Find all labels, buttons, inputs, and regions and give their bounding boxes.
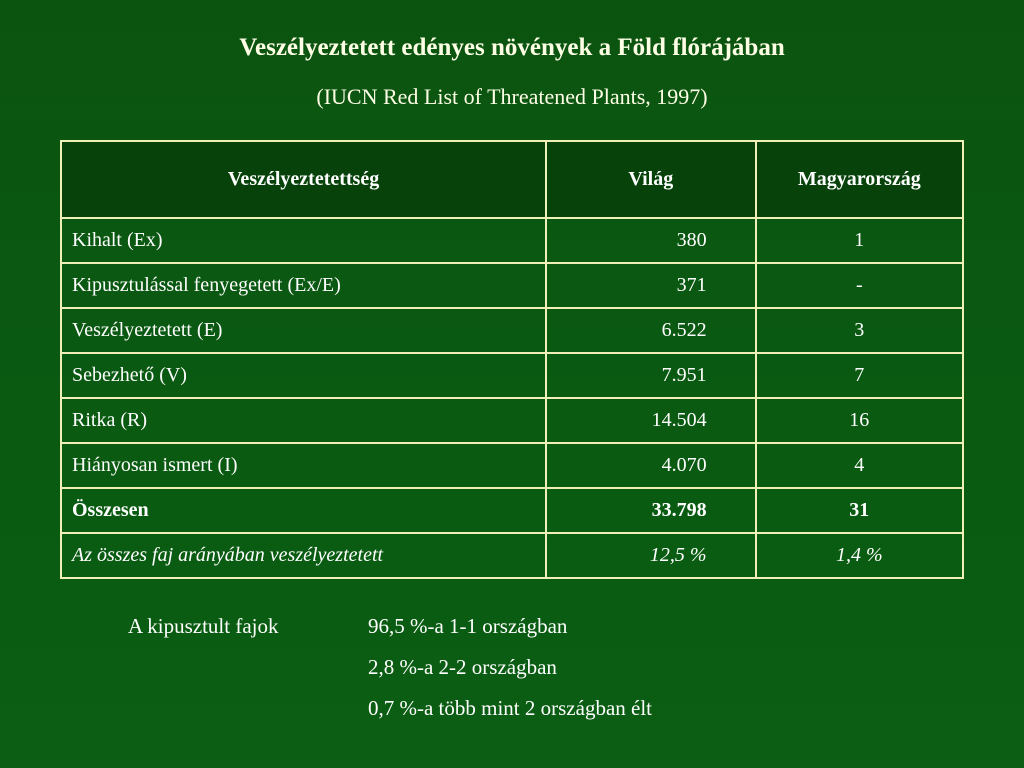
row-category: Hiányosan ismert (I) bbox=[61, 443, 546, 488]
row-category: Ritka (R) bbox=[61, 398, 546, 443]
table-row-total bbox=[61, 488, 963, 533]
table-row bbox=[61, 353, 963, 398]
table-row bbox=[61, 263, 963, 308]
row-hungary-value: 1,4 % bbox=[756, 533, 963, 578]
threatened-plants-table bbox=[60, 140, 964, 579]
row-hungary-value: 1 bbox=[756, 218, 963, 263]
notes-line: 96,5 %-a 1-1 országban bbox=[368, 614, 568, 638]
table-row bbox=[61, 398, 963, 443]
page-subtitle: (IUCN Red List of Threatened Plants, 1997) bbox=[316, 84, 708, 109]
row-category: Kipusztulással fenyegetett (Ex/E) bbox=[61, 263, 546, 308]
row-category: Sebezhető (V) bbox=[61, 353, 546, 398]
row-category: Kihalt (Ex) bbox=[61, 218, 546, 263]
table-row bbox=[61, 218, 963, 263]
notes-line: 2,8 %-a 2-2 országban bbox=[368, 655, 557, 679]
table-row bbox=[61, 443, 963, 488]
table-row bbox=[61, 308, 963, 353]
row-category: Összesen bbox=[61, 488, 546, 533]
notes-label: A kipusztult fajok bbox=[128, 614, 279, 638]
row-world-value: 371 bbox=[546, 263, 756, 308]
row-world-value: 7.951 bbox=[546, 353, 756, 398]
table-header-row bbox=[61, 141, 963, 218]
row-hungary-value: - bbox=[756, 263, 963, 308]
row-hungary-value: 3 bbox=[756, 308, 963, 353]
row-world-value: 6.522 bbox=[546, 308, 756, 353]
row-world-value: 4.070 bbox=[546, 443, 756, 488]
row-world-value: 12,5 % bbox=[546, 533, 756, 578]
notes-line: 0,7 %-a több mint 2 országban élt bbox=[368, 696, 653, 720]
page-title: Veszélyeztetett edényes növények a Föld flórájában bbox=[239, 34, 785, 61]
row-world-value: 14.504 bbox=[546, 398, 756, 443]
row-category: Az összes faj arányában veszélyeztetett bbox=[61, 533, 546, 578]
header-world: Világ bbox=[546, 141, 756, 218]
row-hungary-value: 16 bbox=[756, 398, 963, 443]
row-hungary-value: 4 bbox=[756, 443, 963, 488]
header-hungary: Magyarország bbox=[756, 141, 963, 218]
row-hungary-value: 7 bbox=[756, 353, 963, 398]
row-world-value: 380 bbox=[546, 218, 756, 263]
table-row-ratio bbox=[61, 533, 963, 578]
header-category: Veszélyeztetettség bbox=[61, 141, 546, 218]
row-category: Veszélyeztetett (E) bbox=[61, 308, 546, 353]
row-hungary-value: 31 bbox=[756, 488, 963, 533]
row-world-value: 33.798 bbox=[546, 488, 756, 533]
